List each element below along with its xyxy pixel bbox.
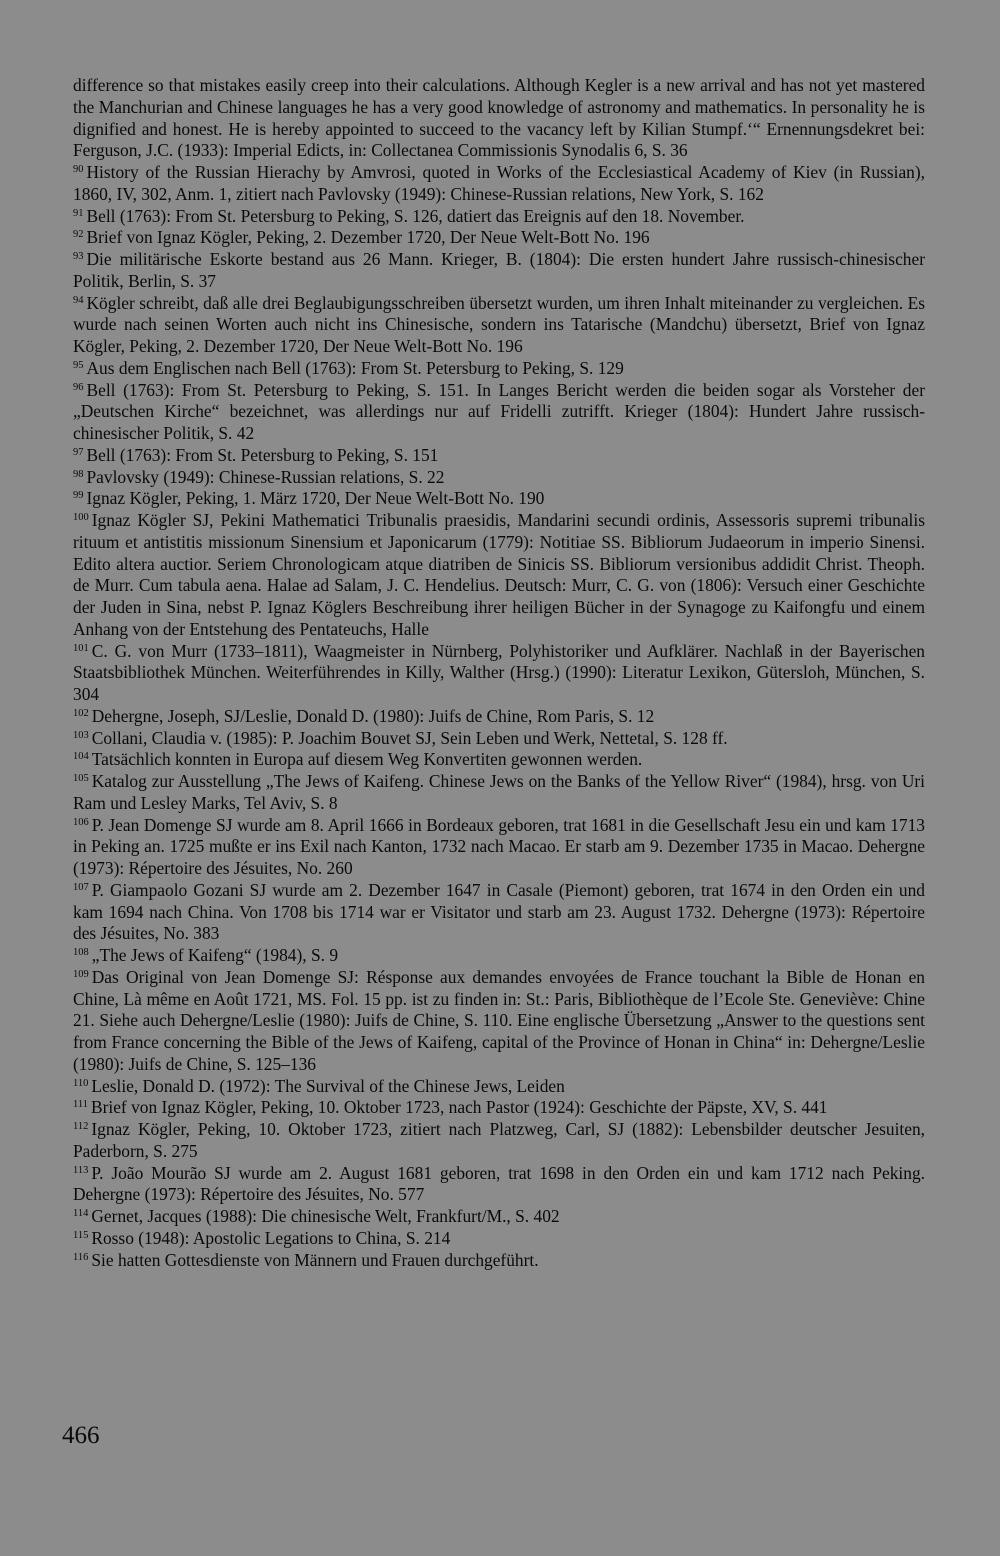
footnote-number: 100	[73, 512, 89, 523]
footnote-text: Bell (1763): From St. Petersburg to Peking, S. 151. In Langes Bericht werden die beiden sogar als Vorsteher der „Deutschen Kirche“ bezeichnet, was allerdings nur auf Fridelli zutrifft. Krieger (1804): Hundert Jahre russisch-chinesischer Politik, S. 42	[73, 379, 925, 443]
footnote-number: 98	[73, 468, 84, 480]
page-number: 466	[62, 1422, 100, 1449]
footnote-text: C. G. von Murr (1733–1811), Waagmeister in Nürnberg, Polyhistoriker und Aufklärer. Nachlaß in der Bayerischen Staatsbibliothek München. Weiterführendes in Killy, Walther (Hrsg.) (1990): Literatur Lexikon, Gütersloh, München, S. 304	[73, 640, 925, 704]
footnote-item	[73, 880, 925, 945]
footnote-number: 107	[73, 881, 89, 893]
footnote-text: Gernet, Jacques (1988): Die chinesische Welt, Frankfurt/M., S. 402	[91, 1206, 560, 1226]
footnote-text: Rosso (1948): Apostolic Legations to China, S. 214	[91, 1227, 451, 1248]
footnote-number: 116	[73, 1251, 89, 1263]
footnote-item	[73, 728, 925, 750]
footnote-item	[73, 1097, 925, 1119]
footnote-text: Ignaz Kögler, Peking, 10. Oktober 1723, zitiert nach Platzweg, Carl, SJ (1882): Lebensbilder deutscher Jesuiten, Paderborn, S. 275	[73, 1119, 925, 1161]
footnote-number: 101	[73, 642, 89, 654]
footnote-item	[73, 293, 925, 358]
footnote-item	[73, 380, 925, 445]
footnote-number: 95	[73, 359, 84, 371]
footnote-text: Ignaz Kögler SJ, Pekini Mathematici Tribunalis praesidis, Mandarini secundi ordinis, Assessoris supremi tribunalis rituum et antistitis missionum Sinensium et Japonicarum (1779): Notitiae SS. Bibliorum Judaeorum in imperio Sinensi. Edito altera auctior. Seriem Chronologicam atque diatriben de Sinicis SS. Bibliorum versionibus addidit Christ. Theoph. de Murr. Cum tabula aena. Halae ad Salam, J. C. Hendelius. Deutsch: Murr, C. G. von (1806): Versuch einer Geschichte der Juden in Sina, nebst P. Ignaz Köglers Beschreibung ihrer heiligen Bücher in der Synagoge zu Kaifongfu und einem Anhang von der Entstehung des Pentateuchs, Halle	[73, 510, 925, 639]
footnote-text: Bell (1763): From St. Petersburg to Peking, S. 151	[86, 444, 439, 465]
footnote-text: Brief von Ignaz Kögler, Peking, 2. Dezember 1720, Der Neue Welt-Bott No. 196	[86, 227, 650, 248]
footnote-item	[73, 641, 925, 706]
footnote-number: 113	[73, 1164, 89, 1176]
footnote-item	[73, 945, 925, 967]
footnote-item	[73, 206, 925, 228]
footnote-number: 93	[73, 251, 84, 262]
footnote-number: 106	[73, 816, 89, 828]
footnote-text: „The Jews of Kaifeng“ (1984), S. 9	[91, 945, 339, 965]
footnote-number: 94	[73, 294, 84, 306]
footnote-item	[73, 358, 925, 380]
footnote-item	[73, 488, 925, 510]
footnote-text: P. Jean Domenge SJ wurde am 8. April 1666 in Bordeaux geboren, trat 1681 in die Gesellschaft Jesu ein und kam 1713 in Peking an. 1725 mußte er ins Exil nach Kanton, 1732 nach Macao. Er starb am 9. Dezember 1735 in Macao. Dehergne (1973): Répertoire des Jésuites, No. 260	[73, 814, 925, 878]
footnote-text: History of the Russian Hierachy by Amvrosi, quoted in Works of the Ecclesiastical Academy of Kiev (in Russian), 1860, IV, 302, Anm. 1, zitiert nach Pavlovsky (1949): Chinese-Russian relations, New York, S. 162	[73, 162, 925, 204]
footnote-text: Tatsächlich konnten in Europa auf diesem Weg Konvertiten gewonnen werden.	[91, 749, 643, 770]
footnote-text: Katalog zur Ausstellung „The Jews of Kaifeng. Chinese Jews on the Banks of the Yellow River“ (1984), hrsg. von Uri Ram und Lesley Marks, Tel Aviv, S. 8	[73, 771, 925, 813]
footnote-number: 105	[73, 773, 89, 784]
footnote-number: 115	[73, 1229, 89, 1241]
footnote-text: Ignaz Kögler, Peking, 1. März 1720, Der Neue Welt-Bott No. 190	[86, 488, 545, 509]
footnote-text: Pavlovsky (1949): Chinese-Russian relations, S. 22	[86, 466, 445, 487]
footnote-number: 91	[73, 207, 84, 219]
footnote-number: 103	[73, 729, 89, 741]
footnote-item	[73, 706, 925, 728]
footnote-text: Sie hatten Gottesdienste von Männern und Frauen durchgeführt.	[91, 1249, 539, 1270]
footnote-item	[73, 467, 925, 489]
footnote-item	[73, 1206, 925, 1228]
footnote-text: P. Giampaolo Gozani SJ wurde am 2. Dezember 1647 in Casale (Piemont) geboren, trat 1674 in den Orden ein und kam 1694 nach China. Von 1708 bis 1714 war er Visitator und starb am 23. August 1732. Dehergne (1973): Répertoire des Jésuites, No. 383	[73, 879, 925, 944]
footnote-text: Collani, Claudia v. (1985): P. Joachim Bouvet SJ, Sein Leben und Werk, Nettetal, S. 128 ff.	[91, 727, 728, 748]
footnote-item	[73, 1228, 925, 1250]
footnote-item	[73, 749, 925, 771]
footnote-item	[73, 1163, 925, 1207]
footnote-item	[73, 1076, 925, 1098]
footnote-item	[73, 162, 925, 206]
footnote-item	[73, 771, 925, 815]
footnote-text: Die militärische Eskorte bestand aus 26 Mann. Krieger, B. (1804): Die ersten hundert Jahre russisch-chinesischer Politik, Berlin, S. 37	[73, 249, 925, 291]
footnote-number: 108	[73, 947, 89, 958]
footnote-number: 102	[73, 707, 89, 719]
footnote-text: Kögler schreibt, daß alle drei Beglaubigungsschreiben übersetzt wurden, um ihren Inhalt miteinander zu vergleichen. Es wurde nach seinen Worten auch nicht ins Chinesische, sondern ins Tatarische (Mandchu) übersetzt, Brief von Ignaz Kögler, Peking, 2. Dezember 1720, Der Neue Welt-Bott No. 196	[73, 292, 925, 356]
footnote-text: Leslie, Donald D. (1972): The Survival of the Chinese Jews, Leiden	[91, 1075, 565, 1096]
footnote-number: 90	[73, 164, 84, 175]
footnote-text: Bell (1763): From St. Petersburg to Peking, S. 126, datiert das Ereignis auf den 18. November.	[86, 205, 745, 226]
footnote-text: Aus dem Englischen nach Bell (1763): From St. Petersburg to Peking, S. 129	[86, 357, 624, 378]
footnote-number: 114	[73, 1208, 89, 1219]
footnote-item	[73, 967, 925, 1076]
footnote-number: 97	[73, 446, 84, 458]
footnote-number: 96	[73, 381, 84, 393]
footnote-number: 111	[73, 1099, 88, 1111]
footnote-item	[73, 815, 925, 880]
footnote-number: 110	[73, 1077, 89, 1089]
footnote-number: 92	[73, 229, 84, 241]
footnote-text: Das Original von Jean Domenge SJ: Résponse aux demandes envoyées de France touchant la Bible de Honan en Chine, Là même en Août 1721, MS. Fol. 15 pp. ist zu finden in: St.: Paris, Bibliothèque de l’Ecole Ste. Geneviève: Chine 21. Siehe auch Dehergne/Leslie (1980): Juifs de Chine, S. 110. Eine englische Übersetzung „Answer to the questions sent from France concerning the Bible of the Jews of Kaifeng, capital of the Province of Honan in China“ in: Dehergne/Leslie (1980): Juifs de Chine, S. 125–136	[73, 966, 925, 1074]
continued-footnote-text: difference so that mistakes easily creep into their calculations. Although Kegler is a new arrival and has not yet mastered the Manchurian and Chinese languages he has a very good knowledge of astronomy and mathematics. In personality he is dignified and honest. He is hereby appointed to succeed to the vacancy left by Kilian Stumpf.‘“ Ernennungsdekret bei: Ferguson, J.C. (1933): Imperial Edicts, in: Collectanea Commissionis Synodalis 6, S. 36	[73, 75, 925, 161]
footnote-item	[73, 445, 925, 467]
footnote-list	[73, 162, 925, 1271]
footnote-number: 99	[73, 490, 84, 502]
footnote-text: Dehergne, Joseph, SJ/Leslie, Donald D. (1980): Juifs de Chine, Rom Paris, S. 12	[91, 705, 655, 726]
footnote-text: P. João Mourão SJ wurde am 2. August 1681 geboren, trat 1698 in den Orden ein und kam 1712 nach Peking. Dehergne (1973): Répertoire des Jésuites, No. 577	[73, 1162, 925, 1205]
footnote-number: 109	[73, 968, 89, 980]
footnote-item	[73, 1250, 925, 1272]
footnote-item	[73, 227, 925, 249]
footnote-item	[73, 510, 925, 641]
footnote-item	[73, 249, 925, 293]
footnote-block	[73, 75, 925, 1271]
footnote-number: 104	[73, 751, 89, 763]
footnote-number: 112	[73, 1121, 89, 1132]
footnote-item	[73, 1119, 925, 1163]
footnote-text: Brief von Ignaz Kögler, Peking, 10. Oktober 1723, nach Pastor (1924): Geschichte der Päpste, XV, S. 441	[90, 1097, 828, 1118]
